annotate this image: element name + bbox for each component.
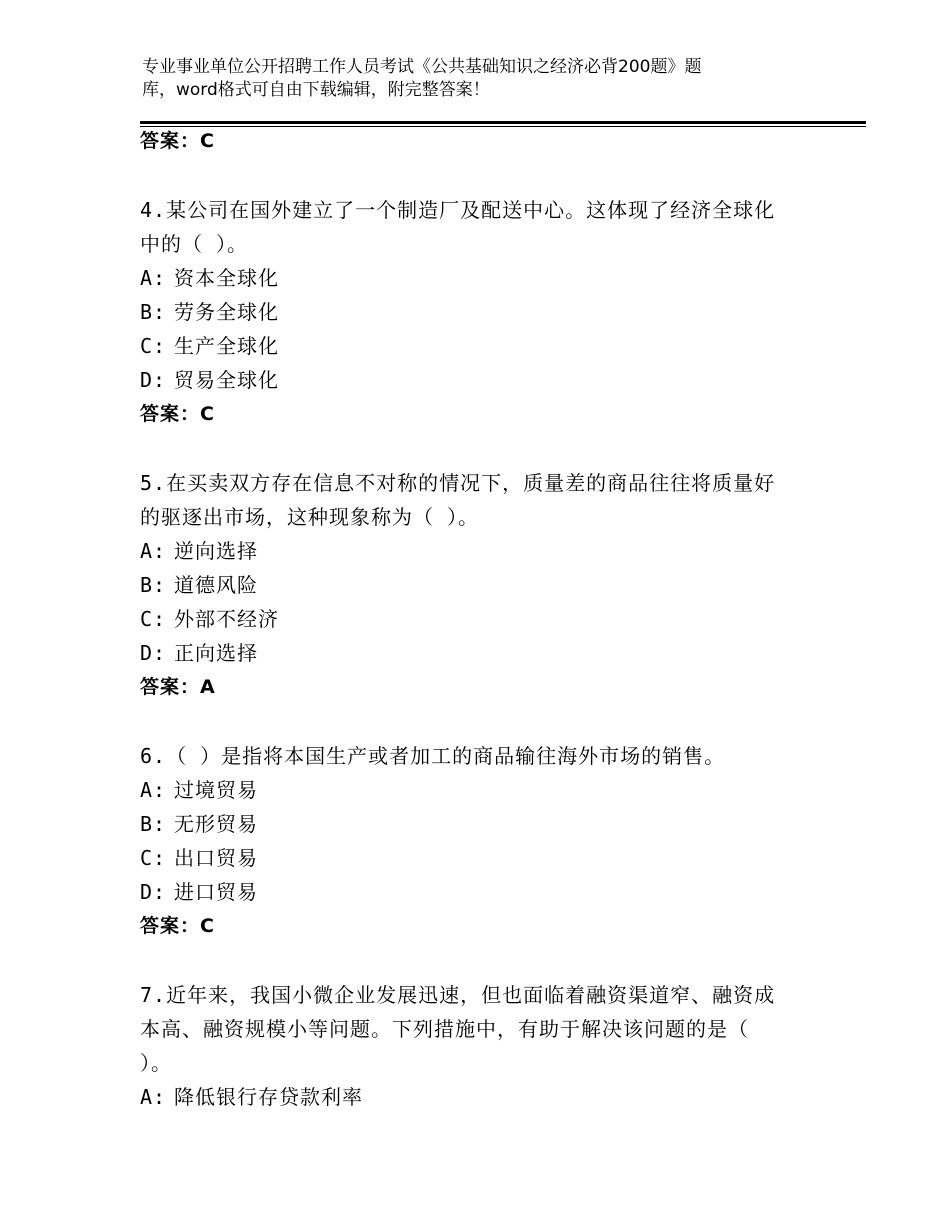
option-text: 道德风险 xyxy=(174,573,258,597)
option-text: 进口贸易 xyxy=(174,880,258,904)
question-stem-line: 4.某公司在国外建立了一个制造厂及配送中心。这体现了经济全球化 xyxy=(140,198,776,222)
option-key: B: xyxy=(140,573,167,597)
option-text: 过境贸易 xyxy=(174,778,258,802)
option-key: C: xyxy=(140,334,167,358)
option-key: D: xyxy=(140,641,167,665)
option-text: 外部不经济 xyxy=(174,607,279,631)
option-b xyxy=(140,568,810,602)
question-stem-line: 本高、融资规模小等问题。下列措施中，有助于解决该问题的是（ xyxy=(140,1017,749,1041)
spacer xyxy=(140,431,810,466)
option-key: C: xyxy=(140,846,167,870)
spacer xyxy=(140,943,810,978)
answer: 答案：A xyxy=(140,676,216,698)
question-stem-line: ）。 xyxy=(140,1051,172,1075)
question-stem-line: 6.（ ）是指将本国生产或者加工的商品输往海外市场的销售。 xyxy=(140,744,726,768)
option-text: 无形贸易 xyxy=(174,812,258,836)
option-a xyxy=(140,261,810,295)
option-text: 逆向选择 xyxy=(174,539,258,563)
spacer xyxy=(140,704,810,739)
question-5 xyxy=(140,466,810,704)
option-key: D: xyxy=(140,368,167,392)
option-key: C: xyxy=(140,607,167,631)
answer: 答案：C xyxy=(140,403,215,425)
option-text: 劳务全球化 xyxy=(174,300,279,324)
option-text: 生产全球化 xyxy=(174,334,279,358)
option-text: 贸易全球化 xyxy=(174,368,279,392)
option-b xyxy=(140,295,810,329)
option-a xyxy=(140,773,810,807)
option-key: A: xyxy=(140,1085,167,1109)
answer: 答案：C xyxy=(140,915,215,937)
option-text: 降低银行存贷款利率 xyxy=(174,1085,363,1109)
option-key: D: xyxy=(140,880,167,904)
option-a xyxy=(140,1080,810,1114)
previous-answer: 答案：C xyxy=(140,130,215,152)
question-stem-line: 5.在买卖双方存在信息不对称的情况下，质量差的商品往往将质量好 xyxy=(140,471,776,495)
option-c xyxy=(140,329,810,363)
option-key: B: xyxy=(140,812,167,836)
option-a xyxy=(140,534,810,568)
question-stem-line: 的驱逐出市场，这种现象称为（ ）。 xyxy=(140,505,480,529)
option-d xyxy=(140,363,810,397)
option-d xyxy=(140,875,810,909)
option-key: B: xyxy=(140,300,167,324)
question-6 xyxy=(140,739,810,943)
question-content xyxy=(140,124,810,1114)
option-c xyxy=(140,602,810,636)
option-b xyxy=(140,807,810,841)
document-header xyxy=(142,56,782,102)
question-stem-line: 7.近年来，我国小微企业发展迅速，但也面临着融资渠道窄、融资成 xyxy=(140,983,776,1007)
option-key: A: xyxy=(140,778,167,802)
option-text: 正向选择 xyxy=(174,641,258,665)
header-title-line-2: 库，word格式可自由下载编辑，附完整答案！ xyxy=(142,80,490,100)
option-text: 出口贸易 xyxy=(174,846,258,870)
question-7 xyxy=(140,978,810,1114)
header-title-line-1: 专业事业单位公开招聘工作人员考试《公共基础知识之经济必背200题》题 xyxy=(142,57,702,77)
option-key: A: xyxy=(140,539,167,563)
option-key: A: xyxy=(140,266,167,290)
option-text: 资本全球化 xyxy=(174,266,279,290)
question-stem-line: 中的（ ）。 xyxy=(140,232,249,256)
question-4 xyxy=(140,193,810,431)
option-c xyxy=(140,841,810,875)
option-d xyxy=(140,636,810,670)
spacer xyxy=(140,158,810,193)
